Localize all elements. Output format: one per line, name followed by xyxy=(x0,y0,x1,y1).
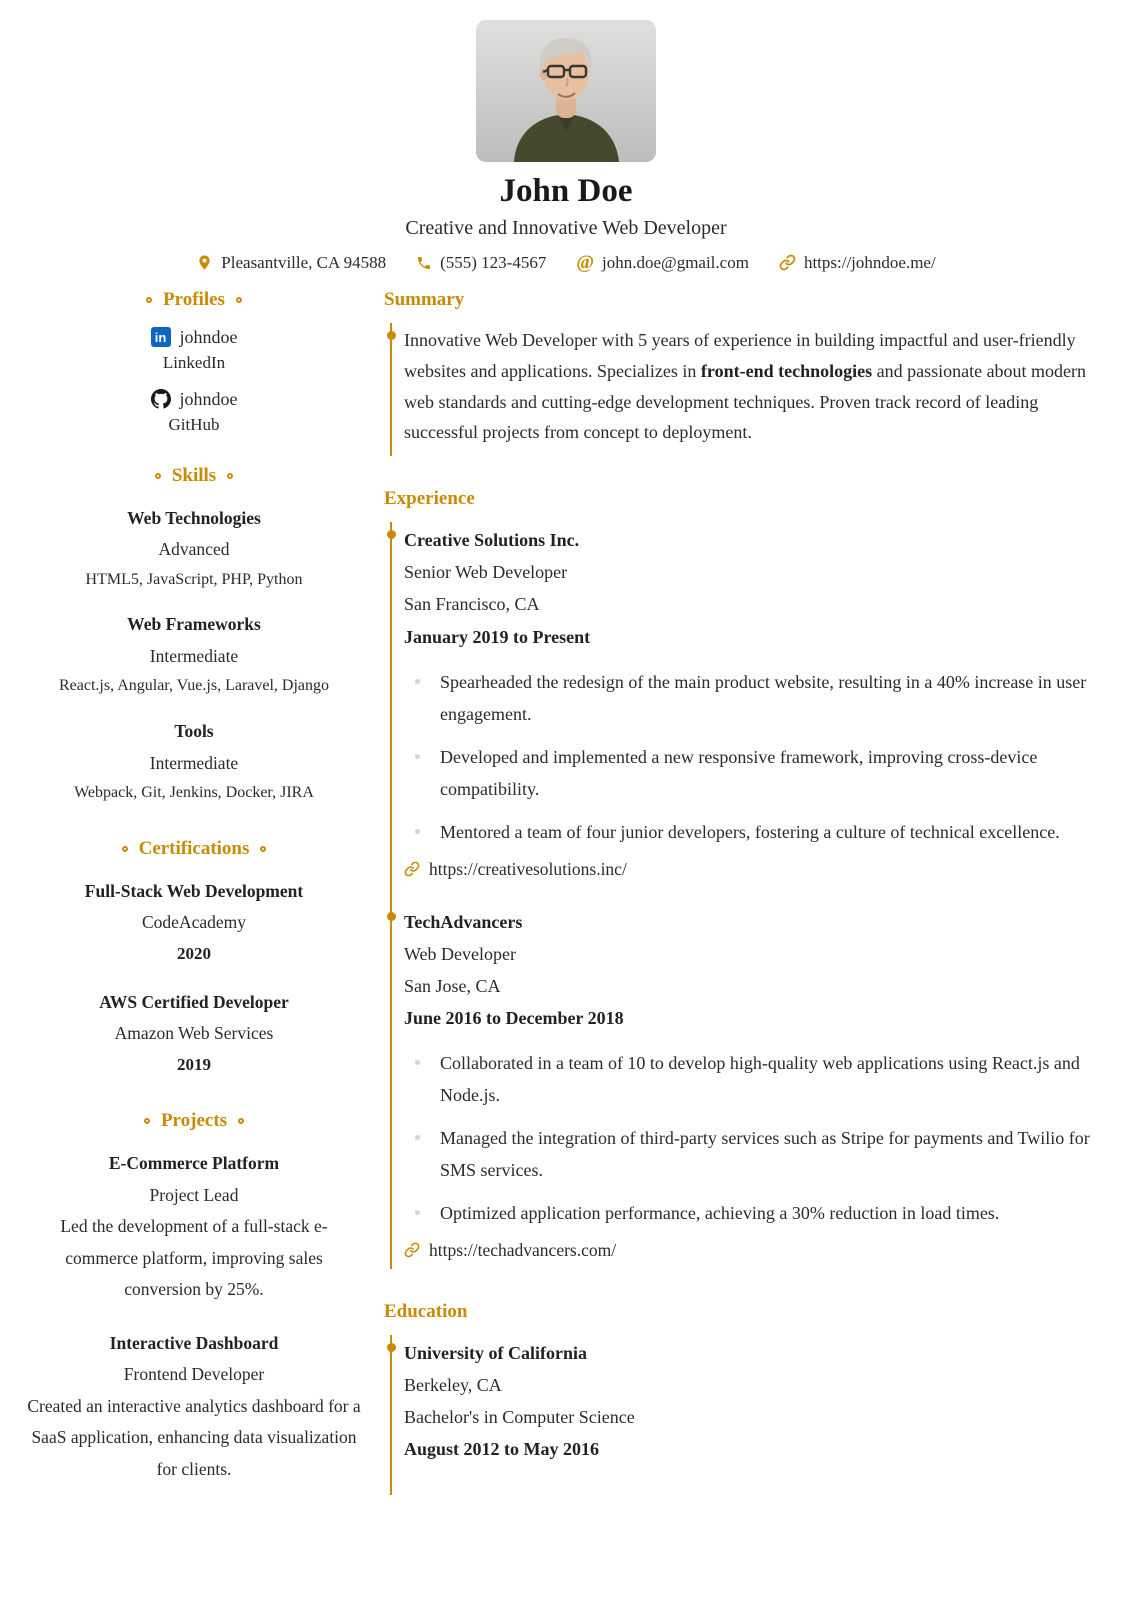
skills-heading xyxy=(26,465,362,487)
summary-text-bold: front-end technologies xyxy=(700,360,873,381)
experience-bullet: Developed and implemented a new responsive framework, improving cross-device compatibility. xyxy=(440,741,1106,805)
experience-link[interactable] xyxy=(404,859,1106,880)
certification-year: 2020 xyxy=(177,943,211,963)
summary-timeline xyxy=(390,323,1106,457)
experience-company: TechAdvancers xyxy=(404,911,523,932)
certification-item xyxy=(26,876,362,970)
projects-section xyxy=(26,1110,362,1485)
experience-heading: Experience xyxy=(384,488,475,510)
github-icon xyxy=(151,389,171,409)
profile-photo xyxy=(476,20,656,162)
skill-keywords: React.js, Angular, Vue.js, Laravel, Django xyxy=(58,677,330,695)
certifications-heading xyxy=(26,838,362,860)
skill-name: Web Technologies xyxy=(127,507,261,528)
ring-decoration-icon xyxy=(146,297,152,303)
profile-photo-image xyxy=(476,20,656,162)
project-role: Frontend Developer xyxy=(123,1364,265,1385)
experience-bullet: Optimized application performance, achieving a 30% reduction in load times. xyxy=(440,1197,1106,1229)
profile-network-label: LinkedIn xyxy=(162,352,226,372)
at-sign-icon: @ xyxy=(576,252,595,274)
project-name: Interactive Dashboard xyxy=(109,1332,279,1353)
ring-decoration-icon xyxy=(238,1118,244,1124)
profiles-title: Profiles xyxy=(163,288,225,310)
experience-position: Senior Web Developer xyxy=(404,562,568,583)
phone-icon xyxy=(416,255,432,271)
linkedin-icon: in xyxy=(151,327,171,347)
experience-bullet-list xyxy=(404,1047,1106,1229)
profile-username[interactable]: johndoe xyxy=(179,326,238,347)
experience-location: San Jose, CA xyxy=(404,975,501,996)
certifications-title: Certifications xyxy=(138,837,250,859)
summary-heading: Summary xyxy=(384,288,465,310)
project-description: Created an interactive analytics dashboard for a SaaS application, enhancing data visualization for clients. xyxy=(27,1395,361,1479)
contact-website-text[interactable]: https://johndoe.me/ xyxy=(803,252,936,272)
project-item xyxy=(26,1328,362,1486)
experience-timeline xyxy=(390,522,1106,1269)
project-description: Led the development of a full-stack e-commerce platform, improving sales conversion by 25%. xyxy=(60,1216,328,1300)
experience-section xyxy=(384,488,1106,1269)
skill-keywords: HTML5, JavaScript, PHP, Python xyxy=(85,570,303,588)
skill-keywords: Webpack, Git, Jenkins, Docker, JIRA xyxy=(74,784,314,802)
headline: Creative and Innovative Web Developer xyxy=(405,216,727,239)
experience-bullet: Spearheaded the redesign of the main product website, resulting in a 40% increase in user engagement. xyxy=(440,666,1106,730)
experience-bullet-list xyxy=(404,666,1106,848)
ring-decoration-icon xyxy=(260,846,266,852)
link-icon xyxy=(404,861,420,877)
profiles-section xyxy=(26,289,362,435)
skill-name: Tools xyxy=(174,721,214,742)
profile-username[interactable]: johndoe xyxy=(179,388,238,409)
main-column xyxy=(384,289,1106,1514)
skill-level: Advanced xyxy=(158,539,230,560)
contact-location-text: Pleasantville, CA 94588 xyxy=(221,252,387,272)
certification-name: Full-Stack Web Development xyxy=(84,880,304,901)
ring-decoration-icon xyxy=(227,473,233,479)
profile-network-label: GitHub xyxy=(168,414,220,434)
skill-level: Intermediate xyxy=(149,752,239,773)
link-icon xyxy=(779,254,796,271)
skill-name: Web Frameworks xyxy=(127,614,261,635)
resume-body xyxy=(26,289,1106,1514)
skill-item xyxy=(26,609,362,701)
contact-row xyxy=(26,253,1106,273)
experience-bullet: Mentored a team of four junior developers, fostering a culture of technical excellence. xyxy=(440,816,1106,848)
experience-position: Web Developer xyxy=(404,943,516,964)
summary-text xyxy=(404,325,1106,449)
experience-entry xyxy=(404,524,1106,879)
summary-text-after: and passionate about modern web standards and cutting-edge development techniques. Proven track record of leading successful projects from concept to deployment. xyxy=(404,360,1087,443)
contact-website[interactable] xyxy=(779,253,936,273)
summary-entry xyxy=(404,325,1106,449)
contact-email[interactable] xyxy=(576,253,749,273)
experience-company: Creative Solutions Inc. xyxy=(404,530,580,551)
education-degree: Bachelor's in Computer Science xyxy=(404,1407,635,1428)
certification-issuer: Amazon Web Services xyxy=(114,1023,274,1044)
projects-heading xyxy=(26,1110,362,1132)
experience-link[interactable] xyxy=(404,1240,1106,1261)
education-section xyxy=(384,1301,1106,1495)
person-name: John Doe xyxy=(499,173,633,209)
profile-linkedin[interactable] xyxy=(26,327,362,373)
certification-name: AWS Certified Developer xyxy=(99,991,289,1012)
education-entry xyxy=(404,1337,1106,1465)
certifications-section xyxy=(26,838,362,1080)
summary-section xyxy=(384,289,1106,457)
skills-title: Skills xyxy=(171,464,217,486)
project-name: E-Commerce Platform xyxy=(108,1153,280,1174)
experience-bullet: Collaborated in a team of 10 to develop high-quality web applications using React.js and Node.js. xyxy=(440,1047,1106,1111)
skill-item xyxy=(26,503,362,595)
education-timeline xyxy=(390,1335,1106,1495)
ring-decoration-icon xyxy=(144,1118,150,1124)
link-icon xyxy=(404,1242,420,1258)
profile-github-row xyxy=(26,389,362,410)
map-pin-icon xyxy=(196,254,213,271)
experience-entry xyxy=(404,906,1106,1261)
contact-email-text[interactable]: john.doe@gmail.com xyxy=(602,252,749,272)
education-institution: University of California xyxy=(404,1342,587,1363)
ring-decoration-icon xyxy=(236,297,242,303)
experience-url[interactable]: https://creativesolutions.inc/ xyxy=(429,858,627,879)
skill-item xyxy=(26,716,362,808)
experience-location: San Francisco, CA xyxy=(404,594,540,615)
certification-item xyxy=(26,987,362,1081)
profile-github[interactable] xyxy=(26,389,362,435)
contact-phone xyxy=(416,253,546,273)
ring-decoration-icon xyxy=(155,473,161,479)
certification-issuer: CodeAcademy xyxy=(142,912,246,933)
resume-header xyxy=(26,20,1106,273)
education-heading: Education xyxy=(384,1300,468,1322)
sidebar xyxy=(26,289,362,1514)
summary-text-before: Innovative Web Developer with 5 years of experience in building impactful and user-friendly websites and applications. Specializes in xyxy=(404,329,1076,381)
profiles-heading xyxy=(26,289,362,311)
education-location: Berkeley, CA xyxy=(404,1375,502,1395)
skill-level: Intermediate xyxy=(149,645,239,666)
experience-url[interactable]: https://techadvancers.com/ xyxy=(429,1239,617,1260)
experience-bullet: Managed the integration of third-party services such as Stripe for payments and Twilio for SMS services. xyxy=(440,1122,1106,1186)
experience-dates: January 2019 to Present xyxy=(404,626,591,647)
projects-title: Projects xyxy=(160,1110,228,1132)
contact-phone-text: (555) 123-4567 xyxy=(440,252,547,272)
contact-location xyxy=(196,253,386,273)
profile-linkedin-row xyxy=(26,327,362,348)
skills-section xyxy=(26,465,362,808)
experience-dates: June 2016 to December 2018 xyxy=(404,1007,624,1028)
education-dates: August 2012 to May 2016 xyxy=(404,1439,600,1460)
project-item xyxy=(26,1148,362,1306)
project-role: Project Lead xyxy=(149,1184,239,1205)
ring-decoration-icon xyxy=(122,846,128,852)
certification-year: 2019 xyxy=(177,1054,211,1074)
